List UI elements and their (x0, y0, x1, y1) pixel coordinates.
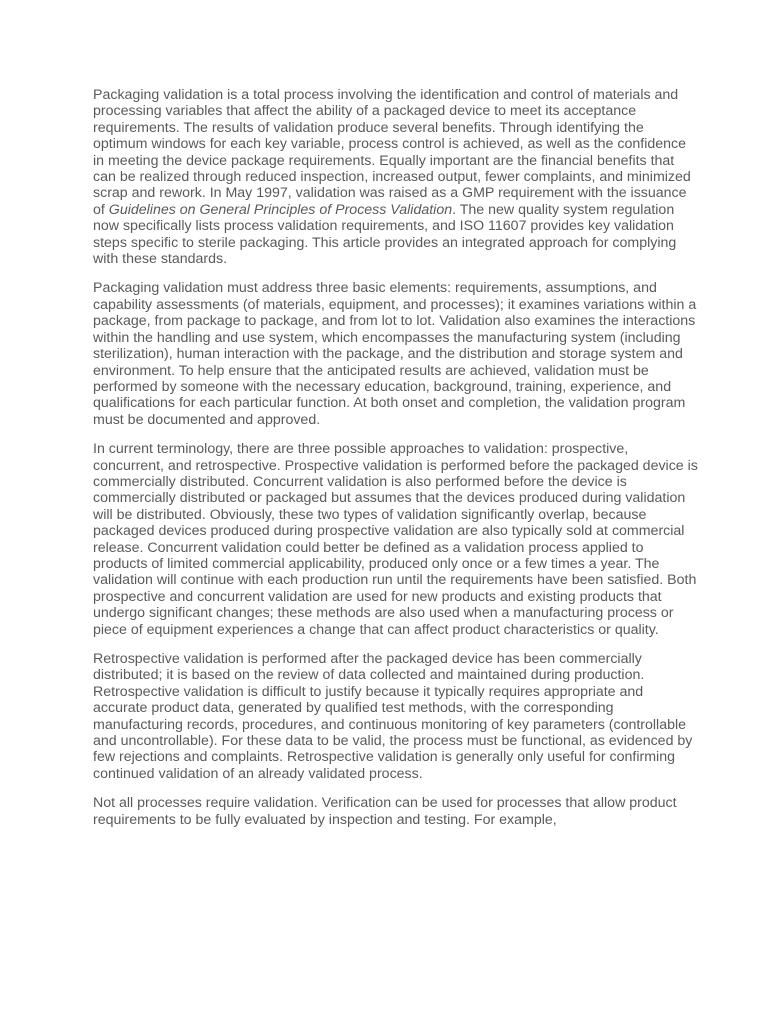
paragraph-1-text-b: . The new quality system regulation now specifically lists process validation requirements, and ISO 11607 provides key validation steps specific to sterile packaging. This article provides an integrated approach for complying with these standards. (93, 201, 677, 268)
paragraph-1 (93, 87, 698, 267)
paragraph-2: Packaging validation must address three basic elements: requirements, assumptions, and capability assessments (of materials, equipment, and processes); it examines variations within a package, from package to package, and from lot to lot. Validation also examines the interactions within the handling and use system, which encompasses the manufacturing system (including sterilization), human interaction with the package, and the distribution and storage system and environment. To help ensure that the anticipated results are achieved, validation must be performed by someone with the necessary education, background, training, experience, and qualifications for each particular function. At both onset and completion, the validation program must be documented and approved. (93, 280, 697, 428)
guideline-title: Guidelines on General Principles of Process Validation (108, 201, 453, 218)
paragraph-1-text-a: Packaging validation is a total process involving the identification and control of materials and processing variables that affect the ability of a packaged device to meet its acceptance requirements. The results of validation produce several benefits. Through identifying the optimum windows for each key variable, process control is achieved, as well as the confidence in meeting the device package requirements. Equally important are the financial benefits that can be realized through reduced inspection, increased output, fewer complaints, and minimized scrap and rework. In May 1997, validation was raised as a GMP requirement with the issuance of (93, 87, 691, 218)
paragraph-3: In current terminology, there are three possible approaches to validation: prospective, concurrent, and retrospective. Prospective validation is performed before the packaged device is commercially distributed. Concurrent validation is also performed before the device is commercially distributed or packaged but assumes that the devices produced during validation will be distributed. Obviously, these two types of validation significantly overlap, because packaged devices produced during prospective validation are also typically sold at commercial release. Concurrent validation could better be defined as a validation process applied to products of limited commercial applicability, produced only once or a few times a year. The validation will continue with each production run until the requirements have been satisfied. Both prospective and concurrent validation are used for new products and existing products that undergo significant changes; these methods are also used when a manufacturing process or piece of equipment experiences a change that can affect product characteristics or quality. (93, 441, 698, 638)
paragraph-4: Retrospective validation is performed after the packaged device has been commercially distributed; it is based on the review of data collected and maintained during production. Retrospective validation is difficult to justify because it typically requires appropriate and accurate product data, generated by qualified test methods, with the corresponding manufacturing records, procedures, and continuous monitoring of key parameters (controllable and uncontrollable). For these data to be valid, the process must be functional, as evidenced by few rejections and complaints. Retrospective validation is generally only useful for confirming continued validation of an already validated process. (93, 651, 693, 782)
paragraph-5: Not all processes require validation. Verification can be used for processes that allow product requirements to be fully evaluated by inspection and testing. For example, (93, 795, 677, 828)
